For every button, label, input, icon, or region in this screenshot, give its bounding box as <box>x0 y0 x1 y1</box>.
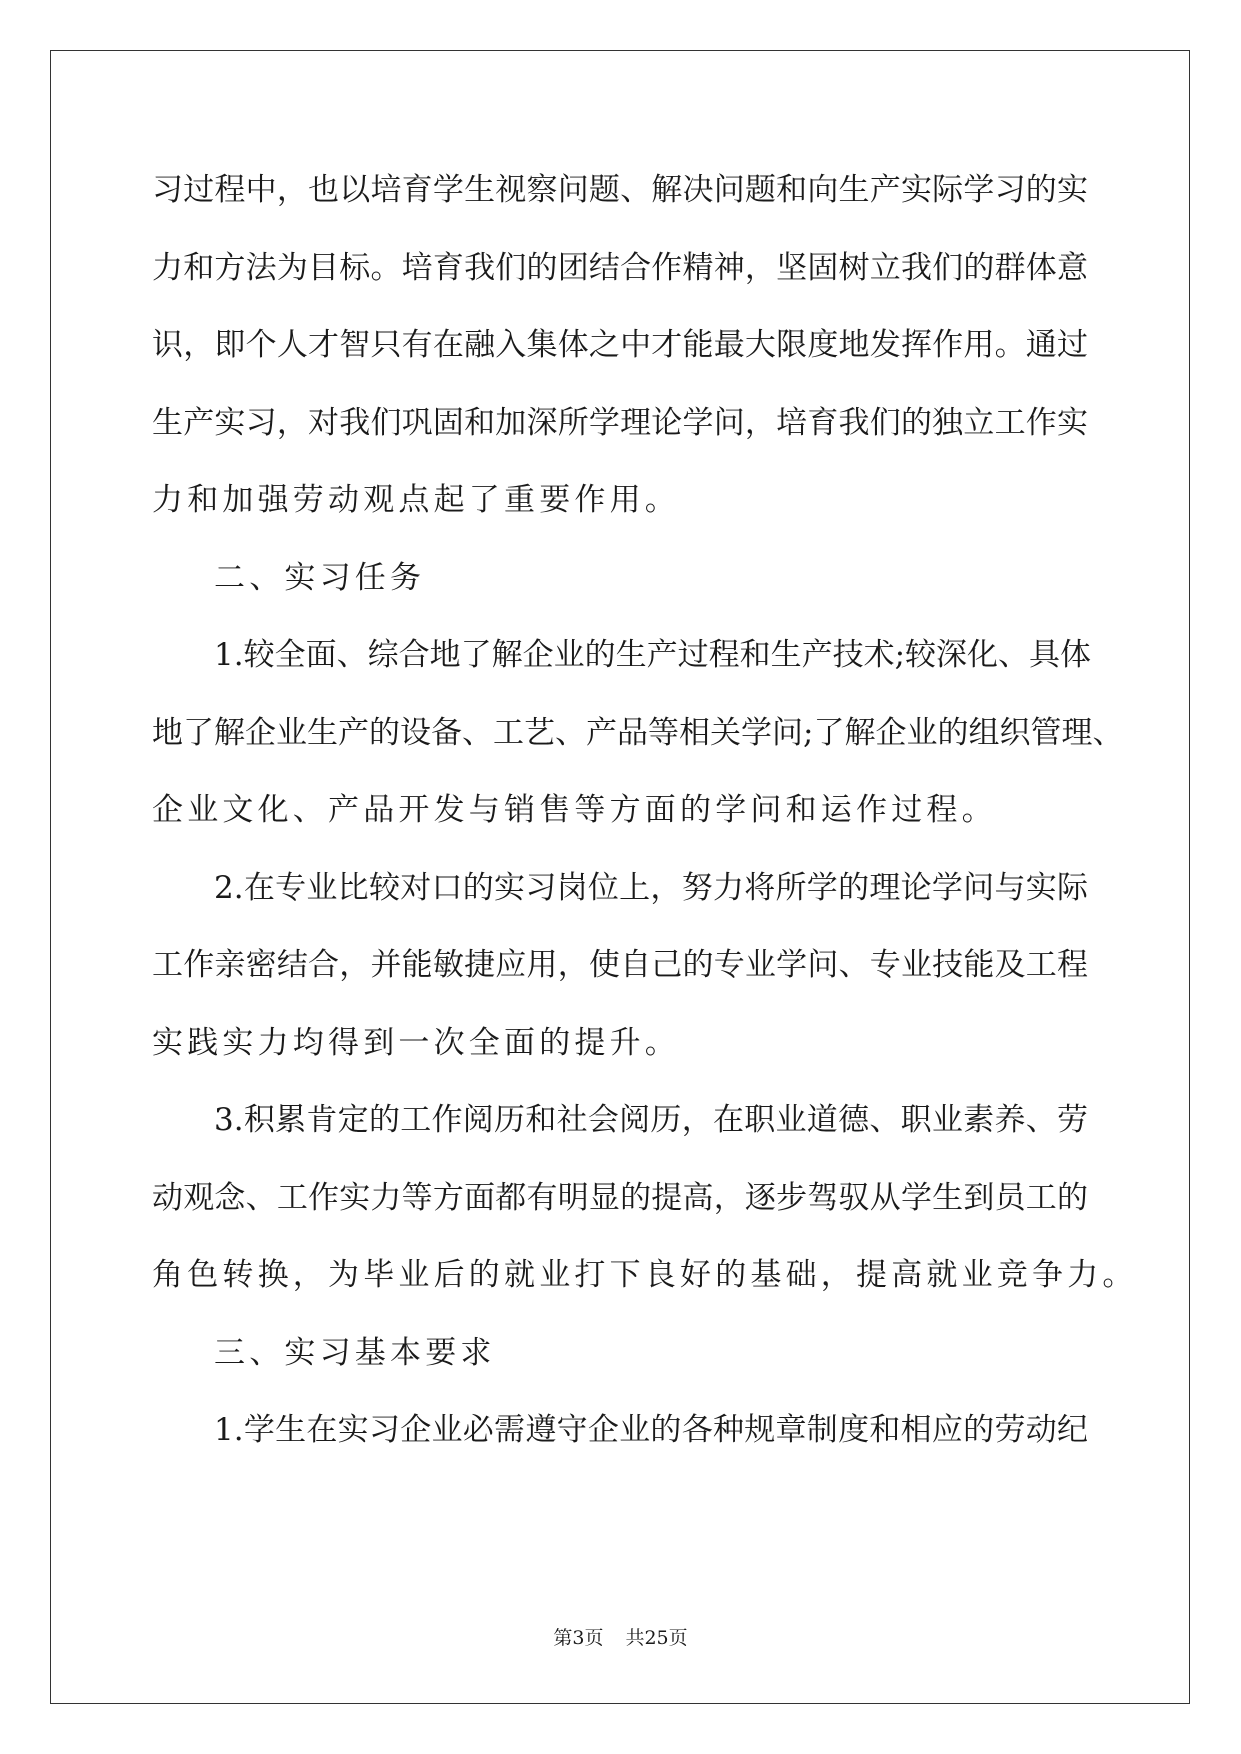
paragraph-line: 动观念、工作实力等方面都有明显的提高，逐步驾驭从学生到员工的 <box>152 1179 1088 1216</box>
paragraph-line: 生产实习，对我们巩固和加深所学理论学问，培育我们的独立工作实 <box>152 404 1088 441</box>
paragraph-line: 2.在专业比较对口的实习岗位上，努力将所学的理论学问与实际 <box>214 869 1088 906</box>
page-number: 第3页 <box>553 1627 604 1649</box>
paragraph-line: 1.学生在实习企业必需遵守企业的各种规章制度和相应的劳动纪 <box>214 1412 1088 1448</box>
page-footer <box>0 1626 1241 1650</box>
paragraph-line: 角色转换，为毕业后的就业打下良好的基础，提高就业竞争力。 <box>152 1257 1138 1293</box>
paragraph-line: 实践实力均得到一次全面的提升。 <box>152 1024 680 1061</box>
paragraph-line: 3.积累肯定的工作阅历和社会阅历，在职业道德、职业素养、劳 <box>214 1102 1088 1138</box>
paragraph-line: 力和加强劳动观点起了重要作用。 <box>152 482 680 518</box>
section-heading: 二、实习任务 <box>214 559 426 596</box>
paragraph-line: 习过程中，也以培育学生视察问题、解决问题和向生产实际学习的实 <box>152 172 1088 208</box>
page-total: 共25页 <box>625 1627 688 1649</box>
section-heading: 三、实习基本要求 <box>214 1334 496 1371</box>
paragraph-line: 工作亲密结合，并能敏捷应用，使自己的专业学问、专业技能及工程 <box>152 947 1088 983</box>
paragraph-line: 力和方法为目标。培育我们的团结合作精神，坚固树立我们的群体意 <box>152 249 1088 286</box>
paragraph-line: 识，即个人才智只有在融入集体之中才能最大限度地发挥作用。通过 <box>152 327 1088 363</box>
paragraph-line: 1.较全面、综合地了解企业的生产过程和生产技术;较深化、具体 <box>214 637 1092 673</box>
paragraph-line: 企业文化、产品开发与销售等方面的学问和运作过程。 <box>152 792 997 828</box>
paragraph-line: 地了解企业生产的设备、工艺、产品等相关学问;了解企业的组织管理、 <box>152 714 1124 751</box>
document-body <box>152 160 1138 1478</box>
